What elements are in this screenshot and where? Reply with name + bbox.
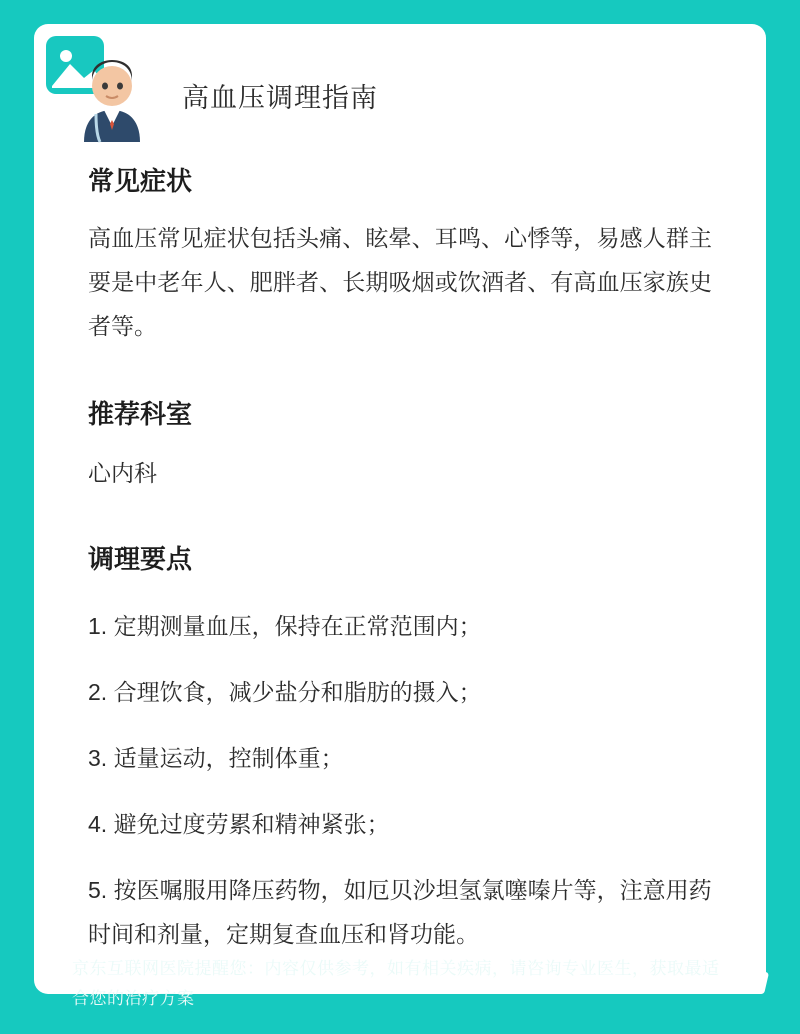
list-item: 1. 定期测量血压，保持在正常范围内； xyxy=(88,613,482,639)
list-item: 2. 合理饮食，减少盐分和脂肪的摄入； xyxy=(88,679,482,705)
content-card xyxy=(34,24,766,994)
list-item: 4. 避免过度劳累和精神紧张； xyxy=(88,811,390,837)
section-text-department: 心内科 xyxy=(88,460,157,486)
info-icon: i xyxy=(34,962,60,988)
footer xyxy=(0,944,800,1034)
list-item: 3. 适量运动，控制体重； xyxy=(88,745,344,771)
list-item: 5. 按医嘱服用降压药物，如厄贝沙坦氢氯噻嗪片等，注意用药时间和剂量，定期复查血压和肾功能。 xyxy=(88,877,712,947)
section-heading-points: 调理要点 xyxy=(88,544,193,574)
section-heading-department: 推荐科室 xyxy=(88,399,193,429)
disclaimer-text: 京东互联网医院提醒您：内容仅供参考，如有相关疾病，请咨询专业医生，获取最适合您的治疗方案 xyxy=(72,959,720,1008)
thumbs-up-icon[interactable] xyxy=(732,956,772,1003)
section-text-symptoms: 高血压常见症状包括头痛、眩晕、耳鸣、心悸等，易感人群主要是中老年人、肥胖者、长期吸烟或饮酒者、有高血压家族史者等。 xyxy=(88,225,712,339)
section-heading-symptoms: 常见症状 xyxy=(88,166,193,196)
doctor-avatar-icon xyxy=(44,34,164,144)
page-title: 高血压调理指南 xyxy=(182,83,378,113)
